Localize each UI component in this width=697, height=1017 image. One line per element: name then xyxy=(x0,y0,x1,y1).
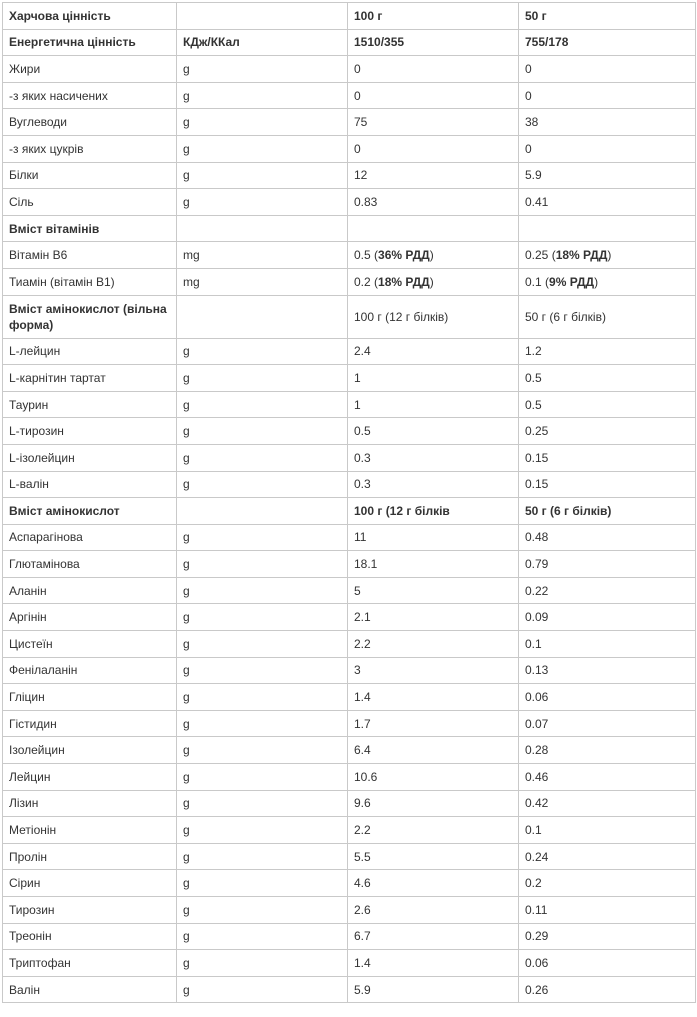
free-amino-unit-cell: g xyxy=(177,444,348,471)
amino-unit-cell: g xyxy=(177,764,348,791)
amino-50g-cell: 0.79 xyxy=(519,551,696,578)
table-row xyxy=(3,604,696,631)
free-amino-50g-cell: 0.15 xyxy=(519,444,696,471)
table-row xyxy=(3,338,696,365)
amino-name-cell: Цистеїн xyxy=(3,631,177,658)
amino-unit-cell: g xyxy=(177,604,348,631)
amino-unit-cell: g xyxy=(177,817,348,844)
vitamin-100g-cell: 0.5 (36% РДД) xyxy=(348,242,519,269)
amino-unit-cell: g xyxy=(177,843,348,870)
vitamins-heading-row xyxy=(3,215,696,242)
table-row xyxy=(3,737,696,764)
nutrient-name-cell: -з яких насичених xyxy=(3,82,177,109)
free-amino-unit-cell: g xyxy=(177,338,348,365)
empty-cell xyxy=(348,215,519,242)
amino-name-cell: Триптофан xyxy=(3,950,177,977)
amino-50g-cell: 0.07 xyxy=(519,710,696,737)
amino-name-cell: Валін xyxy=(3,976,177,1003)
amino-unit-cell: g xyxy=(177,551,348,578)
header-50g-cell: 50 г xyxy=(519,3,696,30)
vitamin-50g-rda: 18% РДД xyxy=(555,248,608,263)
table-row xyxy=(3,976,696,1003)
free-amino-50g-cell: 0.25 xyxy=(519,418,696,445)
free-amino-100g-cell: 1 xyxy=(348,391,519,418)
free-amino-100g-cell: 2.4 xyxy=(348,338,519,365)
table-row xyxy=(3,657,696,684)
vitamins-heading-cell: Вміст вітамінів xyxy=(3,215,177,242)
free-amino-heading-cell: Вміст амінокислот (вільна форма) xyxy=(3,295,177,338)
amino-name-cell: Гліцин xyxy=(3,684,177,711)
free-amino-100g-heading: 100 г (12 г білків) xyxy=(348,295,519,338)
amino-100g-cell: 1.4 xyxy=(348,950,519,977)
amino-50g-cell: 0.29 xyxy=(519,923,696,950)
nutrition-table-body xyxy=(3,3,696,1003)
amino-100g-cell: 11 xyxy=(348,524,519,551)
vitamin-name-cell: Вітамін B6 xyxy=(3,242,177,269)
table-row xyxy=(3,82,696,109)
table-row xyxy=(3,365,696,392)
free-amino-unit-cell: g xyxy=(177,471,348,498)
amino-100g-cell: 4.6 xyxy=(348,870,519,897)
nutrient-name-cell: Сіль xyxy=(3,189,177,216)
amino-50g-heading: 50 г (6 г білків) xyxy=(519,498,696,525)
amino-name-cell: Фенілаланін xyxy=(3,657,177,684)
amino-unit-cell: g xyxy=(177,710,348,737)
vitamin-100g-rda: 18% РДД xyxy=(378,274,430,289)
amino-name-cell: Аргінін xyxy=(3,604,177,631)
free-amino-100g-cell: 0.3 xyxy=(348,471,519,498)
table-row xyxy=(3,189,696,216)
vitamin-50g-cell: 0.1 (9% РДД) xyxy=(519,268,696,295)
nutrient-100g-cell: 0 xyxy=(348,82,519,109)
amino-50g-cell: 0.26 xyxy=(519,976,696,1003)
free-amino-heading-row xyxy=(3,295,696,338)
amino-name-cell: Тирозин xyxy=(3,897,177,924)
table-row xyxy=(3,843,696,870)
amino-100g-cell: 5.9 xyxy=(348,976,519,1003)
amino-100g-cell: 6.4 xyxy=(348,737,519,764)
vitamin-50g-rda: 9% РДД xyxy=(549,274,595,289)
energy-name-cell: Енергетична цінність xyxy=(3,29,177,56)
nutrient-unit-cell: g xyxy=(177,189,348,216)
nutrient-100g-cell: 0 xyxy=(348,135,519,162)
free-amino-name-cell: L-валін xyxy=(3,471,177,498)
nutrient-name-cell: Вуглеводи xyxy=(3,109,177,136)
empty-cell xyxy=(177,498,348,525)
table-row xyxy=(3,764,696,791)
amino-100g-cell: 5.5 xyxy=(348,843,519,870)
free-amino-100g-cell: 0.3 xyxy=(348,444,519,471)
nutrient-50g-cell: 0.41 xyxy=(519,189,696,216)
amino-50g-cell: 0.1 xyxy=(519,631,696,658)
vitamin-100g-value: 0.5 xyxy=(354,248,371,263)
vitamin-100g-rda: 36% РДД xyxy=(378,248,430,263)
table-row xyxy=(3,524,696,551)
empty-cell xyxy=(177,215,348,242)
amino-100g-cell: 2.2 xyxy=(348,631,519,658)
table-row xyxy=(3,242,696,269)
table-row xyxy=(3,684,696,711)
amino-unit-cell: g xyxy=(177,790,348,817)
free-amino-name-cell: L-ізолейцин xyxy=(3,444,177,471)
nutrient-50g-cell: 0 xyxy=(519,56,696,83)
amino-50g-cell: 0.22 xyxy=(519,577,696,604)
amino-50g-cell: 0.06 xyxy=(519,684,696,711)
vitamin-unit-cell: mg xyxy=(177,268,348,295)
nutrient-name-cell: Білки xyxy=(3,162,177,189)
amino-name-cell: Треонін xyxy=(3,923,177,950)
amino-name-cell: Лейцин xyxy=(3,764,177,791)
table-row xyxy=(3,950,696,977)
nutrient-100g-cell: 0 xyxy=(348,56,519,83)
amino-unit-cell: g xyxy=(177,950,348,977)
amino-50g-cell: 0.46 xyxy=(519,764,696,791)
empty-cell xyxy=(519,215,696,242)
vitamin-50g-value: 0.1 xyxy=(525,274,542,289)
table-row xyxy=(3,710,696,737)
amino-heading-cell: Вміст амінокислот xyxy=(3,498,177,525)
nutrient-50g-cell: 0 xyxy=(519,82,696,109)
amino-50g-cell: 0.42 xyxy=(519,790,696,817)
vitamin-name-cell: Тиамін (вітамін B1) xyxy=(3,268,177,295)
header-100g-cell: 100 г xyxy=(348,3,519,30)
amino-50g-cell: 0.11 xyxy=(519,897,696,924)
free-amino-name-cell: L-карнітин тартат xyxy=(3,365,177,392)
amino-unit-cell: g xyxy=(177,976,348,1003)
free-amino-100g-cell: 1 xyxy=(348,365,519,392)
table-row xyxy=(3,109,696,136)
nutrient-100g-cell: 12 xyxy=(348,162,519,189)
header-unit-cell xyxy=(177,3,348,30)
amino-unit-cell: g xyxy=(177,524,348,551)
header-row xyxy=(3,3,696,30)
amino-100g-cell: 6.7 xyxy=(348,923,519,950)
amino-unit-cell: g xyxy=(177,923,348,950)
amino-name-cell: Аспарагінова xyxy=(3,524,177,551)
header-name-cell: Харчова цінність xyxy=(3,3,177,30)
amino-100g-cell: 18.1 xyxy=(348,551,519,578)
amino-name-cell: Глютамінова xyxy=(3,551,177,578)
nutrient-name-cell: -з яких цукрів xyxy=(3,135,177,162)
free-amino-unit-cell: g xyxy=(177,365,348,392)
amino-100g-cell: 2.2 xyxy=(348,817,519,844)
amino-unit-cell: g xyxy=(177,684,348,711)
amino-50g-cell: 0.28 xyxy=(519,737,696,764)
amino-100g-cell: 9.6 xyxy=(348,790,519,817)
nutrient-50g-cell: 38 xyxy=(519,109,696,136)
free-amino-name-cell: L-тирозин xyxy=(3,418,177,445)
amino-100g-cell: 1.7 xyxy=(348,710,519,737)
free-amino-50g-cell: 0.5 xyxy=(519,391,696,418)
empty-cell xyxy=(177,295,348,338)
amino-unit-cell: g xyxy=(177,577,348,604)
nutrient-unit-cell: g xyxy=(177,56,348,83)
amino-50g-cell: 0.24 xyxy=(519,843,696,870)
vitamin-unit-cell: mg xyxy=(177,242,348,269)
table-row xyxy=(3,897,696,924)
table-row xyxy=(3,268,696,295)
amino-50g-cell: 0.2 xyxy=(519,870,696,897)
table-row xyxy=(3,162,696,189)
amino-name-cell: Гістидин xyxy=(3,710,177,737)
amino-50g-cell: 0.13 xyxy=(519,657,696,684)
vitamin-50g-cell: 0.25 (18% РДД) xyxy=(519,242,696,269)
energy-row xyxy=(3,29,696,56)
nutrient-name-cell: Жири xyxy=(3,56,177,83)
free-amino-unit-cell: g xyxy=(177,418,348,445)
amino-unit-cell: g xyxy=(177,657,348,684)
amino-unit-cell: g xyxy=(177,631,348,658)
table-row xyxy=(3,418,696,445)
nutrient-unit-cell: g xyxy=(177,135,348,162)
amino-unit-cell: g xyxy=(177,737,348,764)
amino-50g-cell: 0.48 xyxy=(519,524,696,551)
free-amino-50g-cell: 0.5 xyxy=(519,365,696,392)
amino-100g-cell: 2.1 xyxy=(348,604,519,631)
amino-name-cell: Пролін xyxy=(3,843,177,870)
table-row xyxy=(3,923,696,950)
amino-100g-cell: 10.6 xyxy=(348,764,519,791)
table-row xyxy=(3,631,696,658)
amino-100g-cell: 2.6 xyxy=(348,897,519,924)
amino-50g-cell: 0.09 xyxy=(519,604,696,631)
amino-name-cell: Ізолейцин xyxy=(3,737,177,764)
amino-name-cell: Сірин xyxy=(3,870,177,897)
free-amino-50g-cell: 0.15 xyxy=(519,471,696,498)
nutrient-100g-cell: 75 xyxy=(348,109,519,136)
energy-100g-cell: 1510/355 xyxy=(348,29,519,56)
free-amino-100g-cell: 0.5 xyxy=(348,418,519,445)
table-row xyxy=(3,471,696,498)
table-row xyxy=(3,577,696,604)
energy-50g-cell: 755/178 xyxy=(519,29,696,56)
free-amino-50g-heading: 50 г (6 г білків) xyxy=(519,295,696,338)
table-row xyxy=(3,444,696,471)
vitamin-100g-value: 0.2 xyxy=(354,274,371,289)
amino-100g-cell: 3 xyxy=(348,657,519,684)
free-amino-name-cell: Таурин xyxy=(3,391,177,418)
free-amino-50g-cell: 1.2 xyxy=(519,338,696,365)
amino-100g-cell: 1.4 xyxy=(348,684,519,711)
nutrition-table xyxy=(2,2,696,1003)
amino-heading-row xyxy=(3,498,696,525)
nutrient-unit-cell: g xyxy=(177,162,348,189)
amino-50g-cell: 0.1 xyxy=(519,817,696,844)
amino-unit-cell: g xyxy=(177,870,348,897)
nutrient-unit-cell: g xyxy=(177,109,348,136)
amino-name-cell: Лізин xyxy=(3,790,177,817)
amino-100g-cell: 5 xyxy=(348,577,519,604)
free-amino-name-cell: L-лейцин xyxy=(3,338,177,365)
vitamin-50g-value: 0.25 xyxy=(525,248,549,263)
table-row xyxy=(3,135,696,162)
amino-100g-heading: 100 г (12 г білків xyxy=(348,498,519,525)
table-row xyxy=(3,391,696,418)
table-row xyxy=(3,551,696,578)
table-row xyxy=(3,817,696,844)
amino-name-cell: Аланін xyxy=(3,577,177,604)
amino-unit-cell: g xyxy=(177,897,348,924)
energy-unit-cell: КДж/ККал xyxy=(177,29,348,56)
amino-50g-cell: 0.06 xyxy=(519,950,696,977)
vitamin-100g-cell: 0.2 (18% РДД) xyxy=(348,268,519,295)
table-row xyxy=(3,790,696,817)
table-row xyxy=(3,56,696,83)
free-amino-unit-cell: g xyxy=(177,391,348,418)
nutrient-unit-cell: g xyxy=(177,82,348,109)
table-row xyxy=(3,870,696,897)
nutrient-50g-cell: 0 xyxy=(519,135,696,162)
amino-name-cell: Метіонін xyxy=(3,817,177,844)
nutrient-100g-cell: 0.83 xyxy=(348,189,519,216)
nutrient-50g-cell: 5.9 xyxy=(519,162,696,189)
